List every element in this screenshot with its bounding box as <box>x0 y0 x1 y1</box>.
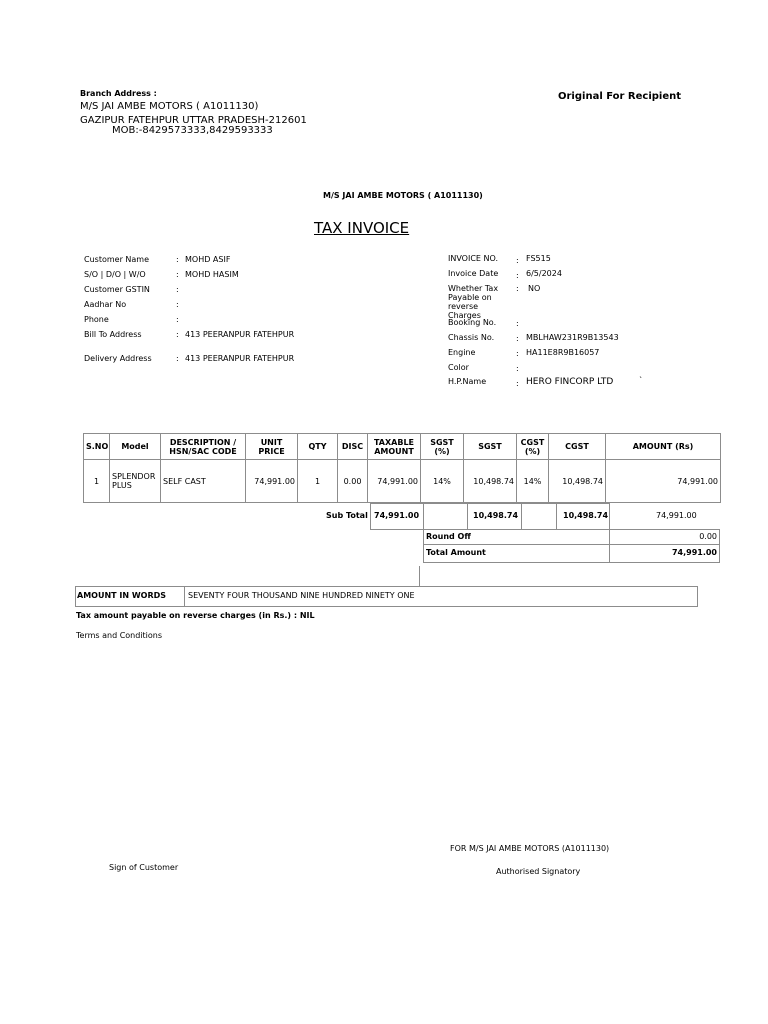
colon: : <box>516 349 519 358</box>
items-table <box>83 433 721 503</box>
copy-label: Original For Recipient <box>558 91 682 102</box>
col-header: UNIT PRICE <box>246 434 298 460</box>
reverse-charge-value: NO <box>528 284 541 293</box>
color-label: Color <box>448 363 469 372</box>
subtotal-taxable: 74,991.00 <box>374 511 420 520</box>
colon: : <box>176 330 179 339</box>
colon: : <box>176 354 179 363</box>
table-cell: 14% <box>421 460 464 503</box>
branch-address: GAZIPUR FATEHPUR UTTAR PRADESH-212601 <box>80 115 307 126</box>
invoice-no-label: INVOICE NO. <box>448 254 499 263</box>
invoice-date-value: 6/5/2024 <box>526 269 562 278</box>
phone-label: Phone <box>84 315 109 324</box>
customer-sign: Sign of Customer <box>109 863 179 872</box>
colon: : <box>516 319 519 328</box>
colon: : <box>176 285 179 294</box>
round-off-value: 0.00 <box>699 532 717 541</box>
col-header: Model <box>110 434 161 460</box>
reverse-charge-note: Tax amount payable on reverse charges (in Rs.) : NIL <box>76 611 315 620</box>
total-value: 74,991.00 <box>671 548 717 557</box>
col-header: QTY <box>298 434 338 460</box>
subtotal-sgst-pct-box <box>423 503 468 530</box>
bill-address-value: 413 PEERANPUR FATEHPUR <box>185 330 295 339</box>
table-header-row <box>84 434 721 460</box>
table-cell: 0.00 <box>338 460 368 503</box>
branch-mobile: MOB:-8429573333,8429593333 <box>112 125 273 136</box>
col-header: CGST (%) <box>517 434 549 460</box>
colon: : <box>516 256 519 265</box>
subtotal-amount: 74,991.00 <box>656 511 697 520</box>
subtotal-label: Sub Total <box>326 511 368 520</box>
col-header: SGST (%) <box>421 434 464 460</box>
colon: : <box>176 300 179 309</box>
table-cell: 74,991.00 <box>246 460 298 503</box>
col-header: AMOUNT (Rs) <box>606 434 721 460</box>
hp-name-value: HERO FINCORP LTD <box>526 377 614 387</box>
company-title: M/S JAI AMBE MOTORS ( A1011130) <box>323 191 483 200</box>
gstin-label: Customer GSTIN <box>84 285 150 294</box>
colon: : <box>176 270 179 279</box>
table-cell: SELF CAST <box>161 460 246 503</box>
colon: : <box>516 334 519 343</box>
col-header: CGST <box>549 434 606 460</box>
table-cell: 10,498.74 <box>549 460 606 503</box>
branch-name: M/S JAI AMBE MOTORS ( A1011130) <box>80 101 259 112</box>
col-header: DISC <box>338 434 368 460</box>
total-label: Total Amount <box>426 548 486 557</box>
branch-address-label: Branch Address : <box>80 89 157 98</box>
customer-name-label: Customer Name <box>84 255 150 264</box>
subtotal-sgst: 10,498.74 <box>473 511 519 520</box>
table-cell: 1 <box>84 460 110 503</box>
tick-mark: ` <box>639 376 643 385</box>
table-cell: 14% <box>517 460 549 503</box>
reverse-charge-label: Whether Tax Payable on reverse Charges <box>448 284 499 320</box>
colon: : <box>516 379 519 388</box>
table-cell: 74,991.00 <box>606 460 721 503</box>
colon: : <box>176 315 179 324</box>
divider <box>419 566 420 586</box>
bill-address-label: Bill To Address <box>84 330 142 339</box>
customer-name-value: MOHD ASIF <box>185 255 231 264</box>
for-company: FOR M/S JAI AMBE MOTORS (A1011130) <box>450 844 610 853</box>
delivery-address-label: Delivery Address <box>84 354 152 363</box>
col-header: S.NO <box>84 434 110 460</box>
invoice-date-label: Invoice Date <box>448 269 499 278</box>
relation-value: MOHD HASIM <box>185 270 239 279</box>
hp-name-label: H.P.Name <box>448 377 487 386</box>
subtotal-cgst-pct-box <box>521 503 557 530</box>
subtotal-cgst: 10,498.74 <box>563 511 609 520</box>
col-header: DESCRIPTION / HSN/SAC CODE <box>161 434 246 460</box>
terms-heading: Terms and Conditions <box>76 631 163 640</box>
booking-no-label: Booking No. <box>448 318 497 327</box>
colon: : <box>516 284 519 293</box>
colon: : <box>516 271 519 280</box>
colon: : <box>176 255 179 264</box>
delivery-address-value: 413 PEERANPUR FATEHPUR <box>185 354 295 363</box>
chassis-value: MBLHAW231R9B13543 <box>526 333 619 342</box>
table-cell: 74,991.00 <box>368 460 421 503</box>
engine-value: HA11E8R9B16057 <box>526 348 600 357</box>
table-row <box>84 460 721 503</box>
doc-title: TAX INVOICE <box>314 219 410 237</box>
table-cell: SPLENDOR PLUS <box>110 460 161 503</box>
invoice-no-value: FS515 <box>526 254 551 263</box>
col-header: SGST <box>464 434 517 460</box>
colon: : <box>516 364 519 373</box>
table-cell: 1 <box>298 460 338 503</box>
engine-label: Engine <box>448 348 476 357</box>
relation-label: S/O | D/O | W/O <box>84 270 146 279</box>
words-label: AMOUNT IN WORDS <box>77 591 167 600</box>
chassis-label: Chassis No. <box>448 333 495 342</box>
col-header: TAXABLE AMOUNT <box>368 434 421 460</box>
words-value: SEVENTY FOUR THOUSAND NINE HUNDRED NINETY ONE <box>188 591 415 600</box>
aadhar-label: Aadhar No <box>84 300 127 309</box>
authorised-signatory: Authorised Signatory <box>496 867 581 876</box>
table-cell: 10,498.74 <box>464 460 517 503</box>
round-off-label: Round Off <box>426 532 471 541</box>
